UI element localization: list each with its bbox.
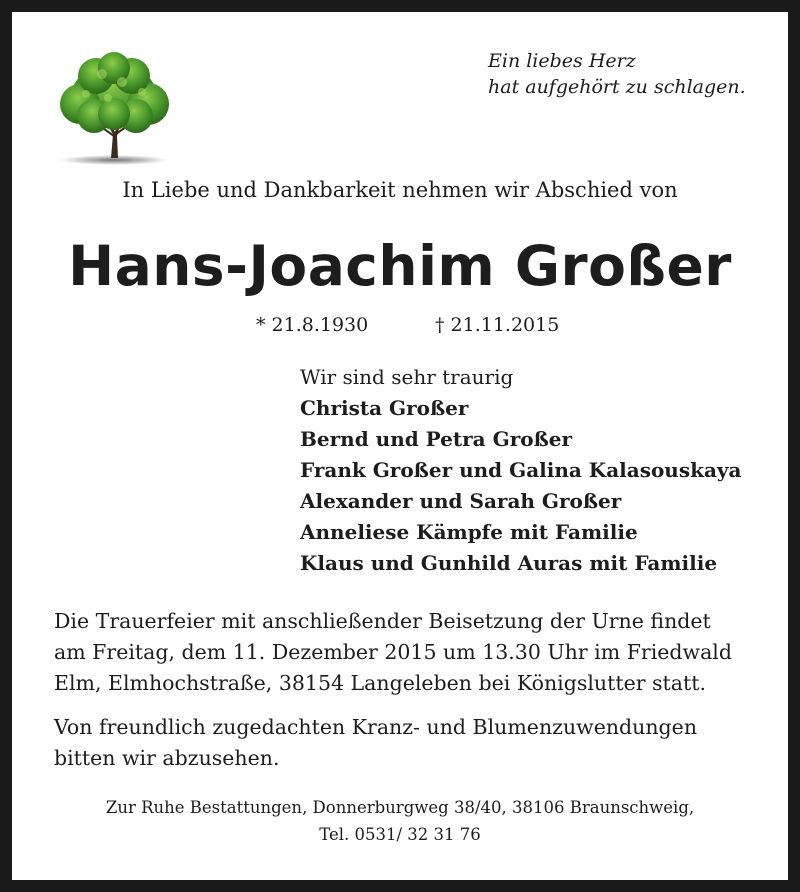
obituary-card xyxy=(12,12,788,880)
mourner-name: Christa Großer xyxy=(300,396,469,420)
mourner-name: Klaus und Gunhild Auras mit Familie xyxy=(300,551,718,575)
tree-icon xyxy=(56,52,174,172)
birth-date: * 21.8.1930 xyxy=(256,314,369,336)
undertaker-info xyxy=(12,794,788,848)
mourners-lead: Wir sind sehr traurig xyxy=(300,365,514,389)
motto-line-1: Ein liebes Herz xyxy=(488,50,636,72)
funeral-line: Elm, Elmhochstraße, 38154 Langeleben bei Königslutter statt. xyxy=(54,671,706,695)
motto-line-2: hat aufgehört zu schlagen. xyxy=(488,76,746,98)
undertaker-address: Zur Ruhe Bestattungen, Donnerburgweg 38/40, 38106 Braunschweig, xyxy=(105,798,695,817)
deceased-name: Hans-Joachim Großer xyxy=(68,234,732,298)
death-date: † 21.11.2015 xyxy=(435,314,560,336)
intro-text: In Liebe und Dankbarkeit nehmen wir Abschied von xyxy=(122,178,678,202)
mourners-list xyxy=(300,362,742,579)
mourner-name: Bernd und Petra Großer xyxy=(300,427,573,451)
flowers-notice xyxy=(54,712,774,774)
funeral-notice xyxy=(54,606,774,699)
mourner-name: Frank Großer und Galina Kalasouskaya xyxy=(300,458,742,482)
mourner-name: Anneliese Kämpfe mit Familie xyxy=(300,520,638,544)
funeral-line: am Freitag, dem 11. Dezember 2015 um 13.30 Uhr im Friedwald xyxy=(54,640,732,664)
mourner-name: Alexander und Sarah Großer xyxy=(300,489,622,513)
flowers-line: Von freundlich zugedachten Kranz- und Blumenzuwendungen xyxy=(54,715,698,739)
undertaker-phone: Tel. 0531/ 32 31 76 xyxy=(319,825,481,844)
flowers-line: bitten wir abzusehen. xyxy=(54,746,280,770)
funeral-line: Die Trauerfeier mit anschließender Beisetzung der Urne findet xyxy=(54,609,711,633)
motto xyxy=(488,48,778,100)
